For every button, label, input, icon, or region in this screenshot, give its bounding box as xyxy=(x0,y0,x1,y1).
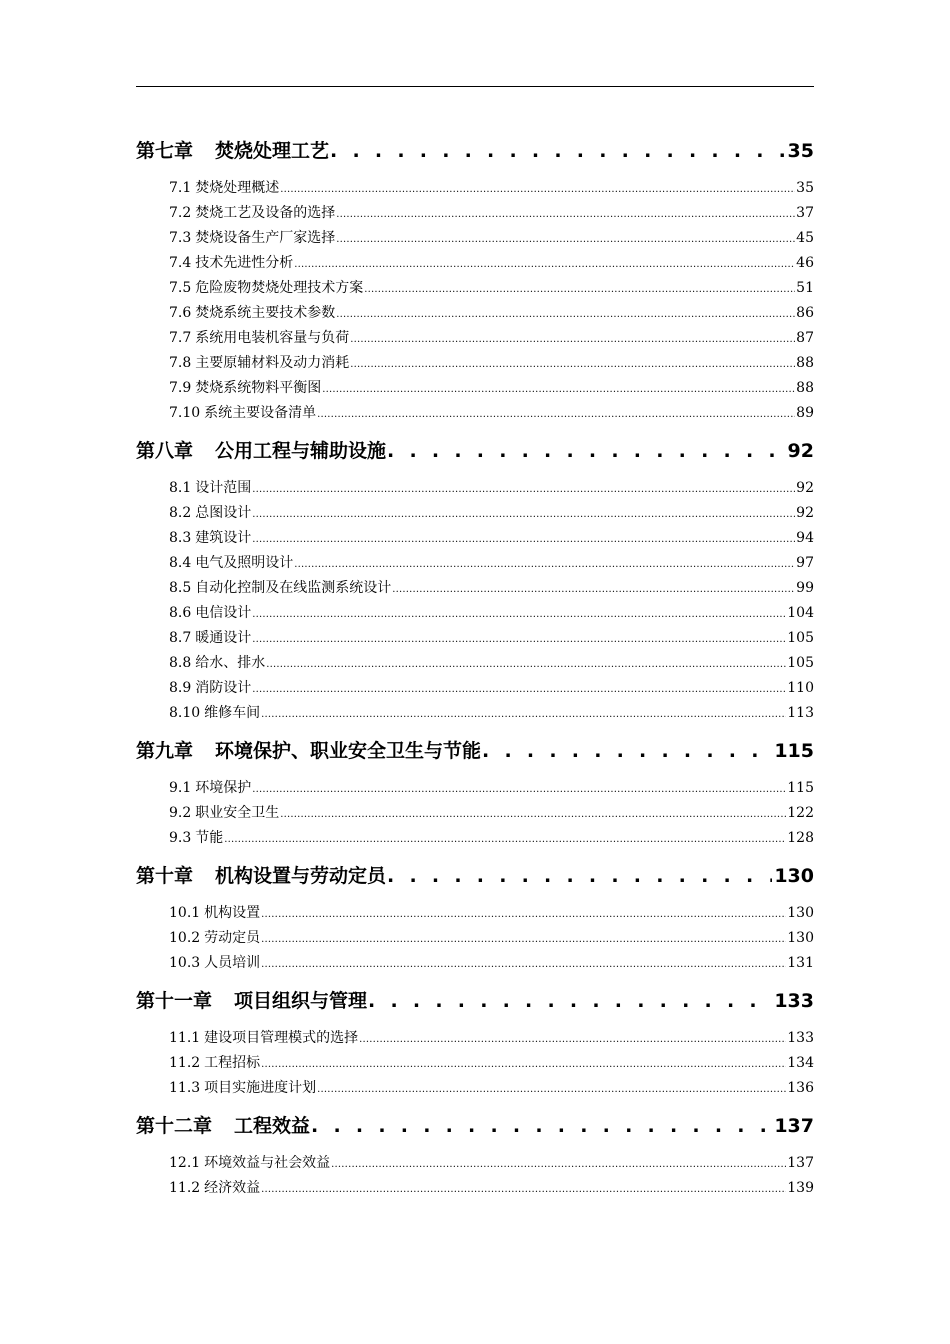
section-page-number: 89 xyxy=(796,405,814,421)
section-number: 8.5 xyxy=(169,580,192,596)
section-number: 8.7 xyxy=(169,630,192,646)
section-title: 暖通设计 xyxy=(195,630,252,646)
section-page-number: 105 xyxy=(787,630,814,646)
toc-section-entry[interactable] xyxy=(136,901,814,926)
section-number: 7.5 xyxy=(169,280,192,296)
chapter-number: 第九章 xyxy=(136,740,194,762)
section-label xyxy=(169,401,316,426)
section-title: 消防设计 xyxy=(195,680,252,696)
section-number: 9.3 xyxy=(169,830,192,846)
toc-section-entry[interactable] xyxy=(136,1076,814,1101)
section-label xyxy=(169,501,251,526)
section-number: 7.3 xyxy=(169,230,192,246)
section-title: 总图设计 xyxy=(195,505,252,521)
toc-section-entry[interactable] xyxy=(136,1151,814,1176)
dot-leader xyxy=(261,702,786,727)
section-number: 7.1 xyxy=(169,180,192,196)
section-title: 焚烧处理概述 xyxy=(195,180,280,196)
section-title: 职业安全卫生 xyxy=(195,805,280,821)
section-page-number: 92 xyxy=(796,480,814,496)
section-page-number: 87 xyxy=(796,330,814,346)
section-number: 7.7 xyxy=(169,330,192,346)
section-title: 经济效益 xyxy=(204,1180,261,1196)
section-page-number: 104 xyxy=(787,605,814,621)
dot-leader xyxy=(350,352,795,377)
section-page-number: 130 xyxy=(787,930,814,946)
dot-leader xyxy=(261,1052,786,1077)
dot-leader xyxy=(252,502,795,527)
toc-section-entry[interactable] xyxy=(136,351,814,376)
toc-section-entry[interactable] xyxy=(136,501,814,526)
toc-section-entry[interactable] xyxy=(136,776,814,801)
dot-leader xyxy=(336,302,795,327)
section-page-number: 46 xyxy=(796,255,814,271)
section-label xyxy=(169,176,279,201)
dot-leader xyxy=(317,1077,786,1102)
section-title: 机构设置 xyxy=(204,905,261,921)
section-page-number: 105 xyxy=(787,655,814,671)
dot-leader xyxy=(482,726,772,776)
dot-leader xyxy=(364,277,795,302)
toc-section-entry[interactable] xyxy=(136,951,814,976)
section-number: 10.3 xyxy=(169,955,201,971)
section-page-number: 128 xyxy=(787,830,814,846)
section-number: 8.4 xyxy=(169,555,192,571)
section-number: 7.6 xyxy=(169,305,192,321)
toc-section-entry[interactable] xyxy=(136,476,814,501)
section-label xyxy=(169,551,293,576)
section-title: 系统用电装机容量与负荷 xyxy=(195,330,350,346)
section-title: 技术先进性分析 xyxy=(195,255,294,271)
toc-section-entry[interactable] xyxy=(136,551,814,576)
chapter-number: 第十章 xyxy=(136,865,194,887)
chapter-title: 工程效益 xyxy=(234,1115,311,1137)
section-label xyxy=(169,1151,330,1176)
section-label xyxy=(169,251,293,276)
section-number: 11.1 xyxy=(169,1030,201,1046)
section-page-number: 92 xyxy=(796,505,814,521)
section-title: 焚烧系统主要技术参数 xyxy=(195,305,336,321)
section-title: 危险废物焚烧处理技术方案 xyxy=(195,280,364,296)
dot-leader xyxy=(322,377,795,402)
section-number: 11.3 xyxy=(169,1080,201,1096)
section-label xyxy=(169,926,260,951)
dot-leader xyxy=(336,227,795,252)
table-of-contents xyxy=(136,126,814,1201)
section-number: 8.9 xyxy=(169,680,192,696)
section-page-number: 86 xyxy=(796,305,814,321)
section-title: 人员培训 xyxy=(204,955,261,971)
section-page-number: 139 xyxy=(787,1180,814,1196)
section-number: 7.8 xyxy=(169,355,192,371)
section-title: 焚烧系统物料平衡图 xyxy=(195,380,322,396)
section-label xyxy=(169,276,363,301)
dot-leader xyxy=(261,1177,786,1202)
section-number: 9.2 xyxy=(169,805,192,821)
section-label xyxy=(169,226,335,251)
toc-section-entry[interactable] xyxy=(136,1051,814,1076)
chapter-number: 第十一章 xyxy=(136,990,213,1012)
section-title: 设计范围 xyxy=(195,480,252,496)
toc-section-entry[interactable] xyxy=(136,201,814,226)
section-page-number: 37 xyxy=(796,205,814,221)
chapter-page-number: 35 xyxy=(787,140,814,162)
section-label xyxy=(169,526,251,551)
dot-leader xyxy=(359,1027,786,1052)
section-page-number: 94 xyxy=(796,530,814,546)
dot-leader xyxy=(252,477,795,502)
dot-leader xyxy=(330,126,786,176)
section-title: 系统主要设备清单 xyxy=(204,405,317,421)
dot-leader xyxy=(280,177,795,202)
header-rule xyxy=(136,86,814,87)
dot-leader xyxy=(387,851,772,901)
section-number: 12.1 xyxy=(169,1155,201,1171)
section-number: 8.1 xyxy=(169,480,192,496)
dot-leader xyxy=(331,1152,786,1177)
toc-section-entry[interactable] xyxy=(136,526,814,551)
section-number: 10.2 xyxy=(169,930,201,946)
section-title: 项目实施进度计划 xyxy=(204,1080,317,1096)
toc-chapter-entry[interactable] xyxy=(136,851,814,901)
section-number: 7.2 xyxy=(169,205,192,221)
dot-leader xyxy=(252,777,786,802)
section-page-number: 133 xyxy=(787,1030,814,1046)
section-label xyxy=(169,676,251,701)
chapter-page-number: 137 xyxy=(774,1115,814,1137)
section-label xyxy=(169,601,251,626)
section-page-number: 115 xyxy=(787,780,814,796)
dot-leader xyxy=(266,652,786,677)
section-title: 主要原辅材料及动力消耗 xyxy=(195,355,350,371)
section-number: 8.2 xyxy=(169,505,192,521)
dot-leader xyxy=(252,627,786,652)
dot-leader xyxy=(224,827,786,852)
dot-leader xyxy=(261,902,786,927)
section-label xyxy=(169,376,321,401)
toc-section-entry[interactable] xyxy=(136,1176,814,1201)
section-label xyxy=(169,701,260,726)
dot-leader xyxy=(317,402,795,427)
toc-section-entry[interactable] xyxy=(136,626,814,651)
toc-chapter-entry[interactable] xyxy=(136,126,814,176)
section-page-number: 113 xyxy=(787,705,814,721)
chapter-title: 机构设置与劳动定员 xyxy=(215,865,387,887)
toc-section-entry[interactable] xyxy=(136,826,814,851)
toc-section-entry[interactable] xyxy=(136,676,814,701)
section-title: 节能 xyxy=(195,830,224,846)
section-label xyxy=(169,1076,316,1101)
section-title: 焚烧工艺及设备的选择 xyxy=(195,205,336,221)
dot-leader xyxy=(336,202,795,227)
section-label xyxy=(169,1026,358,1051)
section-page-number: 137 xyxy=(787,1155,814,1171)
section-page-number: 110 xyxy=(787,680,814,696)
section-label xyxy=(169,826,223,851)
section-page-number: 136 xyxy=(787,1080,814,1096)
dot-leader xyxy=(294,252,795,277)
toc-chapter-entry[interactable] xyxy=(136,426,814,476)
section-page-number: 88 xyxy=(796,380,814,396)
toc-section-entry[interactable] xyxy=(136,1026,814,1051)
section-page-number: 88 xyxy=(796,355,814,371)
toc-section-entry[interactable] xyxy=(136,251,814,276)
toc-section-entry[interactable] xyxy=(136,326,814,351)
chapter-title: 项目组织与管理 xyxy=(234,990,368,1012)
section-title: 劳动定员 xyxy=(204,930,261,946)
section-title: 焚烧设备生产厂家选择 xyxy=(195,230,336,246)
section-number: 7.4 xyxy=(169,255,192,271)
dot-leader xyxy=(368,976,772,1026)
toc-section-entry[interactable] xyxy=(136,401,814,426)
chapter-page-number: 130 xyxy=(774,865,814,887)
dot-leader xyxy=(294,552,795,577)
section-label xyxy=(169,1051,260,1076)
toc-chapter-entry[interactable] xyxy=(136,976,814,1026)
toc-section-entry[interactable] xyxy=(136,376,814,401)
section-label xyxy=(169,776,251,801)
chapter-page-number: 115 xyxy=(774,740,814,762)
section-title: 建设项目管理模式的选择 xyxy=(204,1030,359,1046)
toc-section-entry[interactable] xyxy=(136,176,814,201)
section-title: 环境效益与社会效益 xyxy=(204,1155,331,1171)
section-page-number: 99 xyxy=(796,580,814,596)
dot-leader xyxy=(252,527,795,552)
section-number: 7.9 xyxy=(169,380,192,396)
toc-section-entry[interactable] xyxy=(136,576,814,601)
section-label xyxy=(169,351,349,376)
section-page-number: 134 xyxy=(787,1055,814,1071)
section-title: 电气及照明设计 xyxy=(195,555,294,571)
section-title: 给水、排水 xyxy=(195,655,266,671)
chapter-number: 第十二章 xyxy=(136,1115,213,1137)
chapter-number: 第七章 xyxy=(136,140,194,162)
dot-leader xyxy=(261,927,786,952)
toc-section-entry[interactable] xyxy=(136,226,814,251)
section-page-number: 35 xyxy=(796,180,814,196)
section-title: 电信设计 xyxy=(195,605,252,621)
section-page-number: 45 xyxy=(796,230,814,246)
dot-leader xyxy=(261,952,786,977)
toc-section-entry[interactable] xyxy=(136,701,814,726)
toc-section-entry[interactable] xyxy=(136,301,814,326)
section-title: 自动化控制及在线监测系统设计 xyxy=(195,580,392,596)
section-number: 8.6 xyxy=(169,605,192,621)
section-label xyxy=(169,651,265,676)
chapter-page-number: 92 xyxy=(787,440,814,462)
toc-chapter-entry[interactable] xyxy=(136,1101,814,1151)
chapter-title: 环境保护、职业安全卫生与节能 xyxy=(215,740,482,762)
section-title: 环境保护 xyxy=(195,780,252,796)
section-page-number: 51 xyxy=(796,280,814,296)
section-title: 工程招标 xyxy=(204,1055,261,1071)
section-page-number: 130 xyxy=(787,905,814,921)
section-title: 维修车间 xyxy=(204,705,261,721)
section-label xyxy=(169,951,260,976)
section-page-number: 97 xyxy=(796,555,814,571)
toc-section-entry[interactable] xyxy=(136,801,814,826)
toc-section-entry[interactable] xyxy=(136,926,814,951)
toc-section-entry[interactable] xyxy=(136,601,814,626)
section-label xyxy=(169,801,279,826)
section-title: 建筑设计 xyxy=(195,530,252,546)
section-label xyxy=(169,326,349,351)
section-number: 11.2 xyxy=(169,1055,201,1071)
section-number: 8.10 xyxy=(169,705,201,721)
section-label xyxy=(169,626,251,651)
section-label xyxy=(169,576,391,601)
section-number: 9.1 xyxy=(169,780,192,796)
section-number: 10.1 xyxy=(169,905,201,921)
toc-section-entry[interactable] xyxy=(136,276,814,301)
section-label xyxy=(169,201,335,226)
section-label xyxy=(169,476,251,501)
section-number: 11.2 xyxy=(169,1180,201,1196)
dot-leader xyxy=(280,802,786,827)
chapter-number: 第八章 xyxy=(136,440,194,462)
section-page-number: 122 xyxy=(787,805,814,821)
dot-leader xyxy=(252,677,786,702)
dot-leader xyxy=(392,577,795,602)
dot-leader xyxy=(311,1101,772,1151)
toc-chapter-entry[interactable] xyxy=(136,726,814,776)
section-number: 8.3 xyxy=(169,530,192,546)
dot-leader xyxy=(387,426,786,476)
section-number: 7.10 xyxy=(169,405,201,421)
toc-section-entry[interactable] xyxy=(136,651,814,676)
chapter-title: 焚烧处理工艺 xyxy=(215,140,330,162)
section-label xyxy=(169,1176,260,1201)
section-page-number: 131 xyxy=(787,955,814,971)
section-label xyxy=(169,901,260,926)
chapter-title: 公用工程与辅助设施 xyxy=(215,440,387,462)
dot-leader xyxy=(252,602,786,627)
section-number: 8.8 xyxy=(169,655,192,671)
dot-leader xyxy=(350,327,795,352)
chapter-page-number: 133 xyxy=(774,990,814,1012)
section-label xyxy=(169,301,335,326)
